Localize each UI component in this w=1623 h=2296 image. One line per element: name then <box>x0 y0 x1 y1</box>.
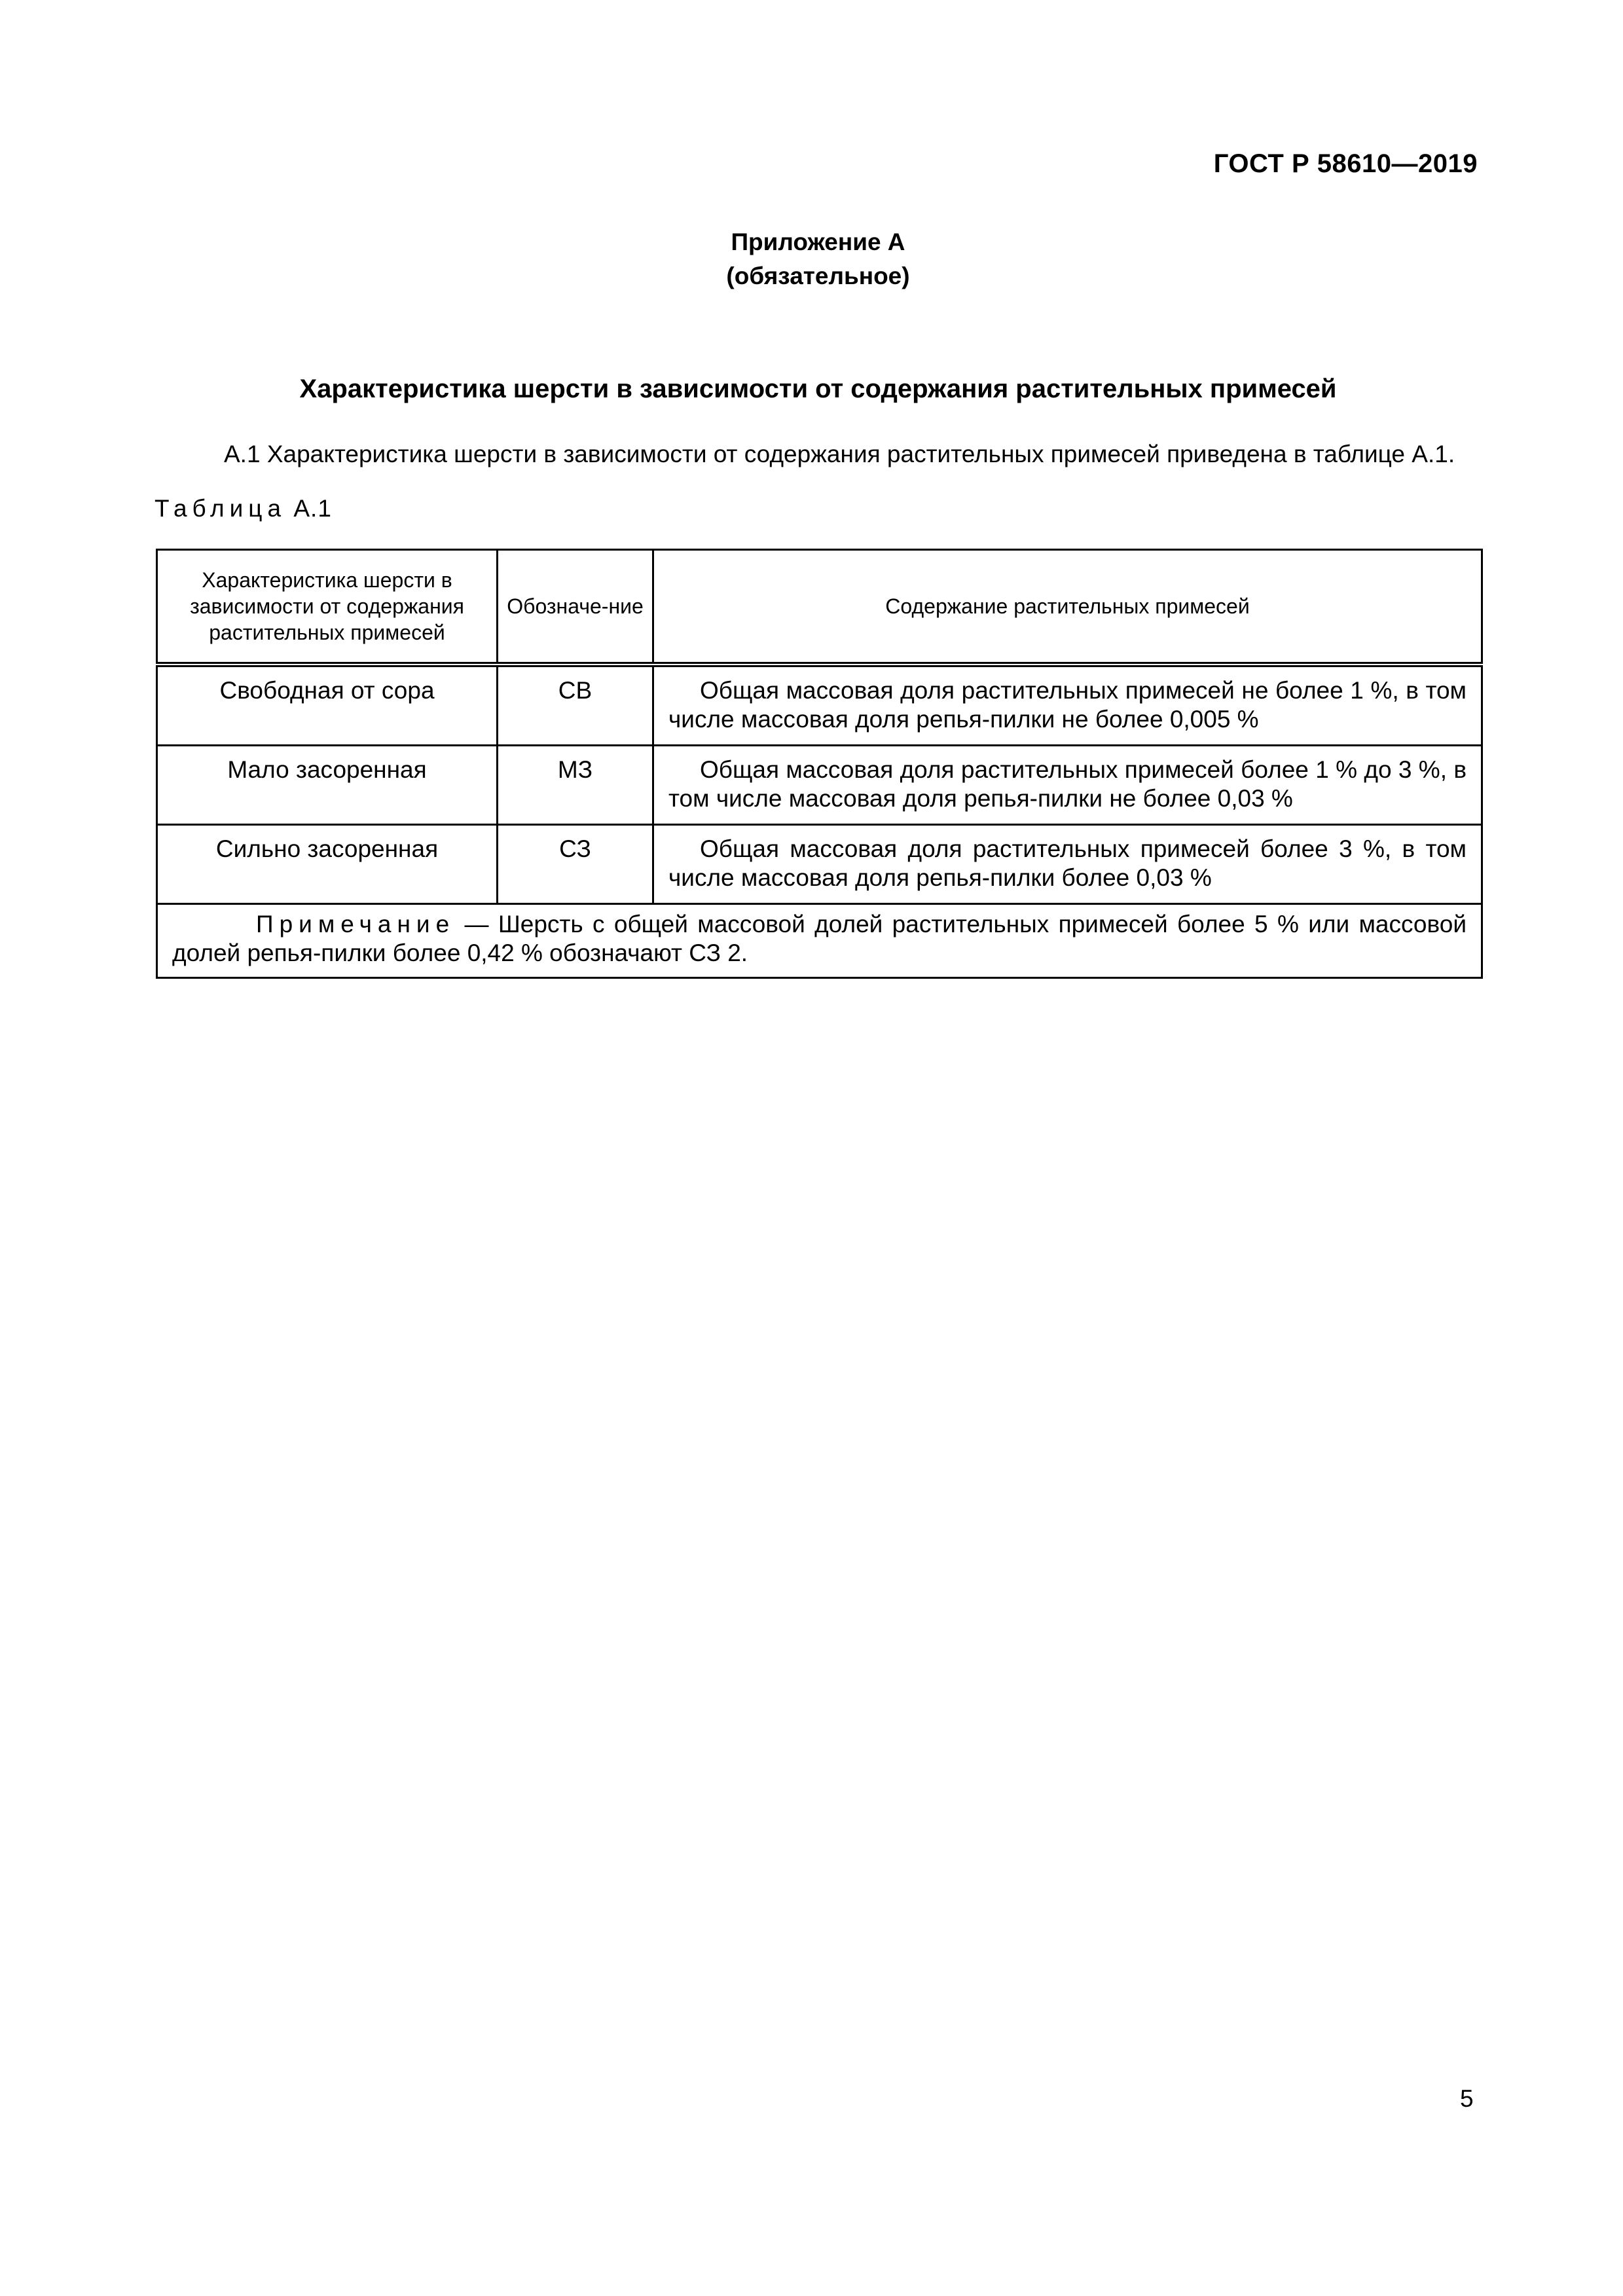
cell-characteristic: Мало засоренная <box>157 746 498 825</box>
cell-content: Общая массовая доля растительных примесей не более 1 %, в том числе массовая доля репья-пилки не более 0,005 % <box>653 665 1482 746</box>
characteristics-table <box>156 549 1483 979</box>
section-title: Характеристика шерсти в зависимости от содержания растительных примесей <box>299 374 1337 403</box>
cell-designation: МЗ <box>498 746 653 825</box>
page-number: 5 <box>1460 2085 1474 2112</box>
intro-paragraph: А.1 Характеристика шерсти в зависимости от содержания растительных примесей приведена в таблице А.1. <box>224 441 1455 467</box>
appendix-title: Приложение А <box>731 228 905 255</box>
standard-code: ГОСТ Р 58610—2019 <box>1213 149 1478 178</box>
appendix-status: (обязательное) <box>726 263 910 289</box>
header-characteristic: Характеристика шерсти в зависимости от содержания растительных примесей <box>157 550 498 665</box>
note-text: — Шерсть с общей массовой долей растительных примесей более 5 % или массовой долей репья-пилки более 0,42 % обозначают СЗ 2. <box>172 911 1467 966</box>
table-row <box>157 665 1482 746</box>
cell-characteristic: Сильно засоренная <box>157 825 498 904</box>
table-row <box>157 825 1482 904</box>
header-content: Содержание растительных примесей <box>653 550 1482 665</box>
cell-content: Общая массовая доля растительных примесей более 3 %, в том числе массовая доля репья-пилки более 0,03 % <box>653 825 1482 904</box>
header-designation: Обозначе-ние <box>498 550 653 665</box>
table-note-row <box>157 904 1482 978</box>
note-label: Примечание <box>256 911 456 938</box>
table-header-row <box>157 550 1482 665</box>
cell-content: Общая массовая доля растительных примесей более 1 % до 3 %, в том числе массовая доля репья-пилки не более 0,03 % <box>653 746 1482 825</box>
table-caption <box>155 495 332 522</box>
cell-characteristic: Свободная от сора <box>157 665 498 746</box>
table-caption-word: Таблица <box>155 495 287 522</box>
table-note <box>157 904 1482 978</box>
appendix-heading <box>0 225 1623 293</box>
cell-designation: СЗ <box>498 825 653 904</box>
table-row <box>157 746 1482 825</box>
table-caption-number: А.1 <box>293 495 332 522</box>
cell-designation: СВ <box>498 665 653 746</box>
